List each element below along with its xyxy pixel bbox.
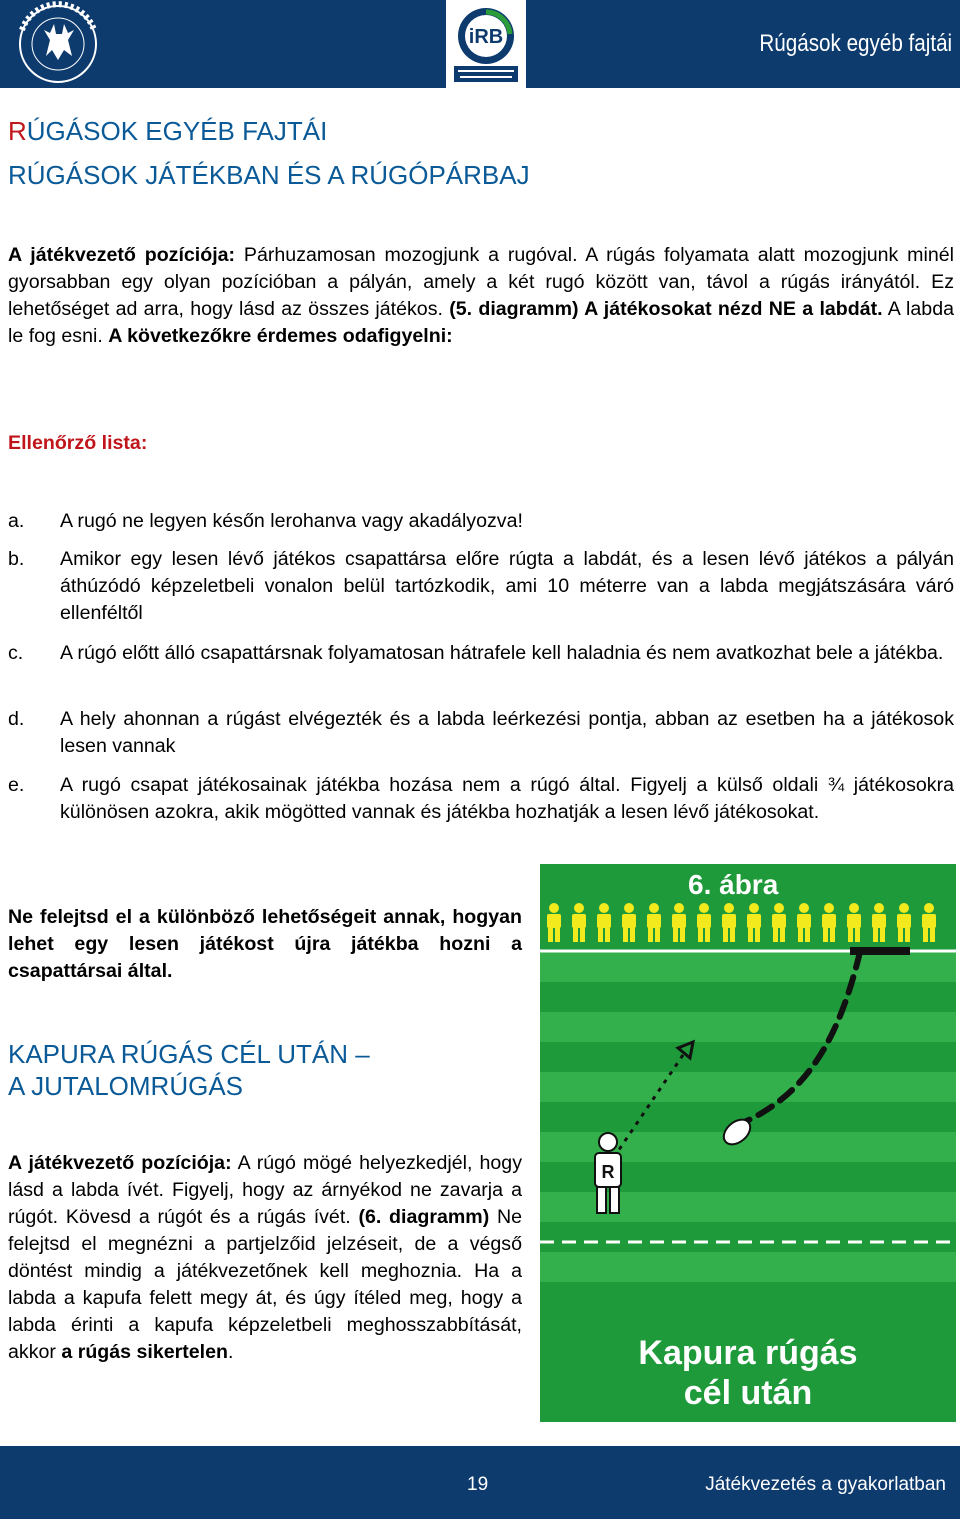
field-stripe <box>540 1072 956 1102</box>
field-stripe <box>540 952 956 982</box>
heading-other-kicks <box>8 116 327 147</box>
heading-line: KAPURA RÚGÁS CÉL UTÁN – <box>8 1039 370 1069</box>
diagram-caption-line1: Kapura rúgás <box>638 1334 858 1372</box>
paragraph-text-2: Ne felejtsd el megnézni a partjelzőid jelzéseit, de a végső döntést mindig a játékvezetőnek kell meghoznia. Ha a labda a kapufa felett megy át, és úgy ítéled meg, hogy a labda érinti a kapufa képzeletbeli meghosszabbítását, akkor <box>8 1206 522 1363</box>
heading-line: A JUTALOMRÚGÁS <box>8 1071 244 1101</box>
footer-title: Játékvezetés a gyakorlatban <box>705 1474 946 1495</box>
page-header <box>0 0 960 88</box>
bold-referee-position: A játékvezető pozíciója: <box>8 1152 232 1174</box>
heading-rest: ÚGÁSOK EGYÉB FAJTÁI <box>26 116 328 146</box>
page-number: 19 <box>467 1474 489 1495</box>
paragraph-text-1: Párhuzamosan mozogjunk a rugóval. A rúgás folyamata alatt mozogjunk minél gyorsabban egy olyan pozícióban a pályán, amely a két rugó között van, távol a rúgás irányától. Ez lehetőséget ad arra, hogy lásd az összes játékos. <box>8 244 954 320</box>
paragraph-text-1: A rúgó mögé helyezkedjél, hogy lásd a labda ívét. Figyelj, hogy az árnyékod ne zavarja a rúgót. Kövesd a rúgót és a rúgás ívét. <box>8 1152 522 1228</box>
heading-kicks-in-play: RÚGÁSOK JÁTÉKBAN ÉS A RÚGÓPÁRBAJ <box>8 160 530 190</box>
checklist-text: A rugó ne legyen későn lerohanva vagy akadályozva! <box>60 510 523 532</box>
paragraph-text-3: . <box>228 1341 234 1363</box>
checklist-letter: c. <box>8 642 24 664</box>
checklist-title: Ellenőrző lista: <box>8 432 148 454</box>
checklist-text: Amikor egy lesen lévő játékos csapattársa előre rúgta a labdát, és a lesen lévő játékos a pályán áthúzódó képzeletbeli vonalon belül tartózkodik, ami 10 méterre van a labda megjátszására váró ellenféltől <box>60 548 954 624</box>
conversion-paragraph <box>8 1150 522 1366</box>
bold-diagram-6: (6. diagramm) <box>358 1206 490 1228</box>
bold-diagram-5: (5. diagramm) A játékosokat nézd NE a labdát. <box>449 298 883 320</box>
heading-first-letter: R <box>8 116 27 146</box>
checklist-letter: a. <box>8 510 25 532</box>
bold-referee-position: A játékvezető pozíciója: <box>8 244 236 266</box>
paragraph-text-2: A labda le fog esni. <box>8 298 954 347</box>
diagram-6 <box>540 864 956 1422</box>
diagram-title: 6. ábra <box>688 869 779 900</box>
offside-note: Ne felejtsd el a különböző lehetőségeit annak, hogyan lehet egy lesen játékost újra játékba hozni a csapattársai által. <box>8 906 522 982</box>
hungarian-rugby-union-logo <box>0 0 118 88</box>
field-stripe <box>540 1252 956 1282</box>
page-footer <box>0 1446 960 1519</box>
referee-letter: R <box>601 1162 615 1182</box>
checklist-letter: b. <box>8 548 25 570</box>
header-title: Rúgások egyéb fajtái <box>759 30 952 57</box>
checklist-text: A rugó csapat játékosainak játékba hozása nem a rúgó által. Figyelj a külső oldali ¾ játékosokra különösen azokra, akik mögötted vannak és játékba hozhatják a lesen lévő játékosokat. <box>60 774 954 823</box>
checklist-text: A rúgó előtt álló csapattársnak folyamatosan hátrafele kell haladnia és nem avatkozhat bele a játékba. <box>60 642 944 664</box>
field-stripe <box>540 1012 956 1042</box>
diagram-caption-line2: cél után <box>683 1374 813 1412</box>
checklist-letter: d. <box>8 708 25 730</box>
heading-conversion-kick <box>8 1038 370 1102</box>
bold-watch-for: A következőkre érdemes odafigyelni: <box>108 325 453 347</box>
checklist-letter: e. <box>8 774 25 796</box>
irb-logo <box>446 0 526 88</box>
bold-kick-unsuccessful: a rúgás sikertelen <box>61 1341 228 1363</box>
svg-text:iRB: iRB <box>468 26 504 48</box>
referee-position-paragraph <box>8 242 954 350</box>
checklist-text: A hely ahonnan a rúgást elvégezték és a labda leérkezési pontja, abban az esetben ha a játékosok lesen vannak <box>60 708 954 757</box>
